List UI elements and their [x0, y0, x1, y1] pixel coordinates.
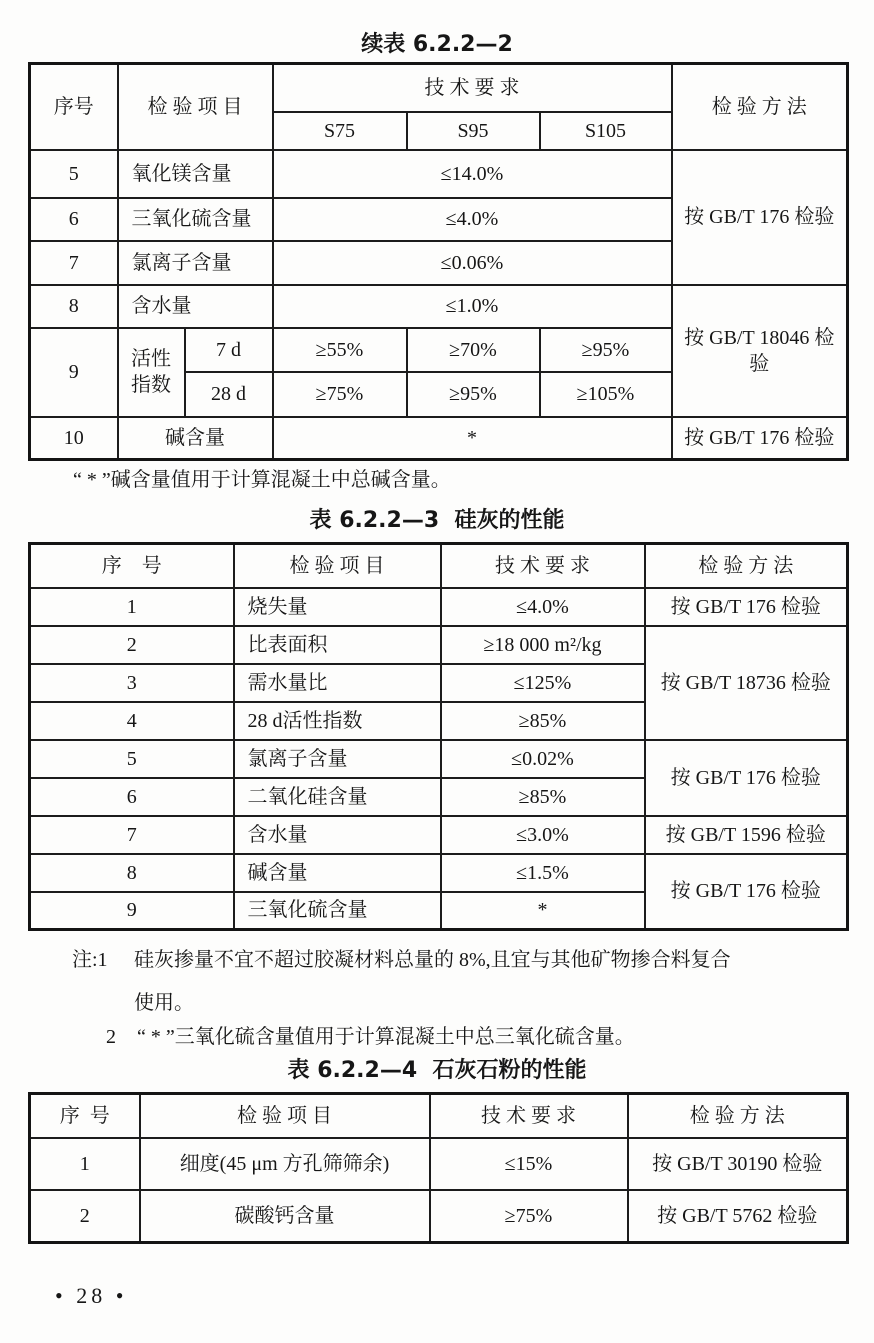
table-row — [30, 740, 848, 778]
cell-method: 按 GB/T 176 检验 — [645, 854, 848, 930]
cell-value: ≤4.0% — [273, 198, 672, 241]
note-1: 硅灰掺量不宜不超过胶凝材料总量的 8%,且宜与其他矿物掺合料复合 — [134, 949, 731, 971]
cell-seq: 3 — [30, 664, 234, 702]
header-method: 检 验 方 法 — [672, 64, 848, 150]
continued-table-caption: 续表 6.2.2—2 — [361, 32, 513, 57]
limestone-table-caption: 表 6.2.2—4 石灰石粉的性能 — [287, 1058, 587, 1083]
page-number: • 28 • — [55, 1283, 128, 1308]
cell-value: ≥85% — [441, 778, 645, 816]
cell-value: ≤4.0% — [441, 588, 645, 626]
cell-value: ≤1.0% — [273, 285, 672, 328]
cell-value: ≥55% — [273, 328, 407, 372]
cell-value: ≥85% — [441, 702, 645, 740]
cell-seq: 6 — [30, 198, 118, 241]
cell-method: 按 GB/T 30190 检验 — [628, 1138, 848, 1190]
table-row — [30, 588, 848, 626]
cell-item: 烧失量 — [234, 588, 441, 626]
table-row — [30, 285, 848, 328]
cell-value: * — [273, 417, 672, 460]
cell-seq: 4 — [30, 702, 234, 740]
cell-item: 氧化镁含量 — [118, 150, 273, 198]
cell-item: 活性指数 — [118, 328, 185, 417]
cell-seq: 1 — [30, 588, 234, 626]
cell-value: ≥75% — [430, 1190, 628, 1243]
header-seq: 序号 — [30, 64, 118, 150]
cell-age: 28 d — [185, 372, 273, 417]
cell-value: ≥70% — [407, 328, 540, 372]
cell-item: 氯离子含量 — [234, 740, 441, 778]
header-grade-s105: S105 — [540, 112, 672, 150]
table-row — [30, 626, 848, 664]
cell-value: ≥18 000 m²/kg — [441, 626, 645, 664]
cell-seq: 8 — [30, 854, 234, 892]
cell-item: 三氧化硫含量 — [234, 892, 441, 930]
note-1-continuation: 使用。 — [134, 992, 194, 1014]
cell-value: * — [441, 892, 645, 930]
table-row — [30, 417, 848, 460]
cell-value: ≤1.5% — [441, 854, 645, 892]
cell-item: 碱含量 — [234, 854, 441, 892]
cell-item: 比表面积 — [234, 626, 441, 664]
cell-item: 碳酸钙含量 — [140, 1190, 430, 1243]
cell-seq: 2 — [30, 626, 234, 664]
cell-item: 含水量 — [234, 816, 441, 854]
table-row — [30, 816, 848, 854]
cell-value: ≤0.06% — [273, 241, 672, 285]
cell-value: ≥95% — [407, 372, 540, 417]
header-seq: 序 号 — [30, 544, 234, 588]
cell-method: 按 GB/T 176 检验 — [672, 417, 848, 460]
cell-value: ≤15% — [430, 1138, 628, 1190]
cell-seq: 5 — [30, 150, 118, 198]
cell-seq: 2 — [30, 1190, 140, 1243]
cell-item: 三氧化硫含量 — [118, 198, 273, 241]
cell-method: 按 GB/T 1596 检验 — [645, 816, 848, 854]
header-tech-req: 技 术 要 求 — [441, 544, 645, 588]
header-grade-s95: S95 — [407, 112, 540, 150]
table-row — [30, 854, 848, 892]
header-seq: 序 号 — [30, 1094, 140, 1138]
cell-seq: 7 — [30, 816, 234, 854]
header-tech-req: 技 术 要 求 — [273, 64, 672, 112]
slag-continued-table — [28, 62, 849, 461]
cell-value: ≤3.0% — [441, 816, 645, 854]
cell-method: 按 GB/T 176 检验 — [672, 150, 848, 285]
cell-method: 按 GB/T 5762 检验 — [628, 1190, 848, 1243]
table-row — [30, 1138, 848, 1190]
cell-age: 7 d — [185, 328, 273, 372]
header-method: 检 验 方 法 — [645, 544, 848, 588]
cell-item: 含水量 — [118, 285, 273, 328]
table-row — [30, 1190, 848, 1243]
cell-item: 碱含量 — [118, 417, 273, 460]
cell-seq: 7 — [30, 241, 118, 285]
cell-value: ≤0.02% — [441, 740, 645, 778]
table-footnote: “ * ”碱含量值用于计算混凝土中总碱含量。 — [73, 469, 451, 491]
cell-value: ≥95% — [540, 328, 672, 372]
note-1-label: 注:1 — [72, 949, 108, 971]
cell-seq: 9 — [30, 892, 234, 930]
cell-method: 按 GB/T 176 检验 — [645, 588, 848, 626]
note-2: “ * ”三氧化硫含量值用于计算混凝土中总三氧化硫含量。 — [137, 1026, 635, 1048]
cell-item: 细度(45 μm 方孔筛筛余) — [140, 1138, 430, 1190]
cell-value: ≥75% — [273, 372, 407, 417]
cell-item: 二氧化硅含量 — [234, 778, 441, 816]
cell-value: ≤14.0% — [273, 150, 672, 198]
header-item: 检 验 项 目 — [140, 1094, 430, 1138]
note-2-label: 2 — [106, 1026, 116, 1048]
header-grade-s75: S75 — [273, 112, 407, 150]
cell-seq: 10 — [30, 417, 118, 460]
cell-item: 28 d活性指数 — [234, 702, 441, 740]
header-tech-req: 技 术 要 求 — [430, 1094, 628, 1138]
cell-item: 需水量比 — [234, 664, 441, 702]
cell-seq: 9 — [30, 328, 118, 417]
silica-table-caption: 表 6.2.2—3 硅灰的性能 — [309, 508, 565, 533]
cell-item: 氯离子含量 — [118, 241, 273, 285]
header-item: 检 验 项 目 — [118, 64, 273, 150]
table-row — [30, 150, 848, 198]
silica-fume-table — [28, 542, 849, 931]
header-method: 检 验 方 法 — [628, 1094, 848, 1138]
cell-seq: 1 — [30, 1138, 140, 1190]
cell-method: 按 GB/T 176 检验 — [645, 740, 848, 816]
cell-seq: 8 — [30, 285, 118, 328]
cell-value: ≤125% — [441, 664, 645, 702]
cell-seq: 5 — [30, 740, 234, 778]
cell-method: 按 GB/T 18736 检验 — [645, 626, 848, 740]
cell-value: ≥105% — [540, 372, 672, 417]
cell-seq: 6 — [30, 778, 234, 816]
limestone-powder-table — [28, 1092, 849, 1244]
cell-method: 按 GB/T 18046 检验 — [672, 285, 848, 417]
header-item: 检 验 项 目 — [234, 544, 441, 588]
